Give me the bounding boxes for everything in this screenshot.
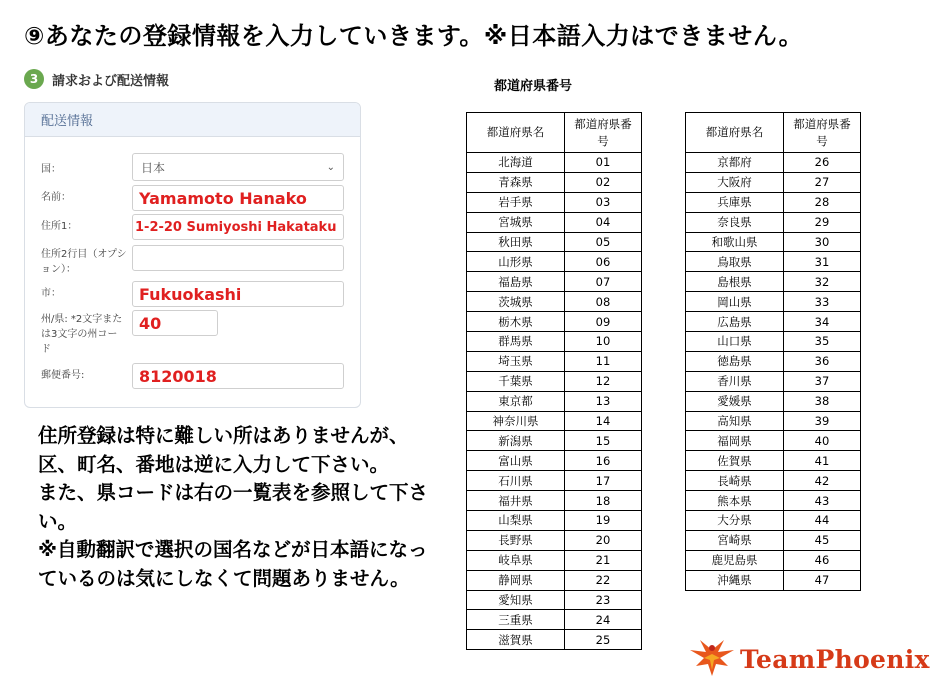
table-row bbox=[467, 411, 642, 431]
table-row bbox=[686, 491, 861, 511]
prefecture-number-cell: 12 bbox=[565, 371, 642, 391]
zip-input[interactable]: 8120018 bbox=[132, 363, 344, 389]
prefecture-name-cell: 神奈川県 bbox=[467, 411, 565, 431]
note-paragraph: また、県コードは右の一覧表を参照して下さい。 bbox=[38, 481, 429, 533]
state-label: 州/県: *2文字または3文字の州コード bbox=[41, 314, 123, 355]
table-row bbox=[686, 570, 861, 590]
prefecture-number-cell: 47 bbox=[784, 570, 861, 590]
table-row bbox=[686, 272, 861, 292]
table-row bbox=[467, 371, 642, 391]
table-header-row bbox=[467, 113, 642, 153]
table-row bbox=[467, 232, 642, 252]
prefecture-number-cell: 33 bbox=[784, 292, 861, 312]
prefecture-number-cell: 29 bbox=[784, 212, 861, 232]
prefecture-number-cell: 04 bbox=[565, 212, 642, 232]
prefecture-name-cell: 京都府 bbox=[686, 153, 784, 173]
table-row bbox=[467, 570, 642, 590]
prefecture-number-cell: 02 bbox=[565, 172, 642, 192]
prefecture-number-cell: 39 bbox=[784, 411, 861, 431]
zip-label: 郵便番号: bbox=[41, 370, 85, 381]
prefecture-number-cell: 06 bbox=[565, 252, 642, 272]
prefecture-number-cell: 03 bbox=[565, 192, 642, 212]
prefecture-number-cell: 16 bbox=[565, 451, 642, 471]
country-select-value: 日本 bbox=[141, 160, 166, 175]
table-row bbox=[686, 252, 861, 272]
table-header-row bbox=[686, 113, 861, 153]
table-row bbox=[467, 332, 642, 352]
prefecture-name-cell: 長崎県 bbox=[686, 471, 784, 491]
prefecture-table-title: 都道府県番号 bbox=[494, 79, 573, 94]
prefecture-name-cell: 奈良県 bbox=[686, 212, 784, 232]
table-row bbox=[467, 172, 642, 192]
prefecture-number-cell: 37 bbox=[784, 371, 861, 391]
table-row bbox=[467, 351, 642, 371]
table-row bbox=[686, 550, 861, 570]
prefecture-number-cell: 26 bbox=[784, 153, 861, 173]
table-row bbox=[686, 232, 861, 252]
prefecture-name-cell: 島根県 bbox=[686, 272, 784, 292]
name-label: 名前： bbox=[41, 192, 71, 203]
table-row bbox=[467, 272, 642, 292]
prefecture-name-cell: 岡山県 bbox=[686, 292, 784, 312]
prefecture-number-cell: 13 bbox=[565, 391, 642, 411]
prefecture-name-cell: 高知県 bbox=[686, 411, 784, 431]
country-select[interactable] bbox=[132, 153, 344, 181]
prefecture-number-cell: 31 bbox=[784, 252, 861, 272]
prefecture-name-cell: 千葉県 bbox=[467, 371, 565, 391]
prefecture-table-right bbox=[685, 112, 861, 591]
prefecture-number-cell: 38 bbox=[784, 391, 861, 411]
table-row bbox=[467, 431, 642, 451]
table-row bbox=[467, 292, 642, 312]
prefecture-number-cell: 20 bbox=[565, 530, 642, 550]
table-row bbox=[686, 411, 861, 431]
prefecture-number-cell: 43 bbox=[784, 491, 861, 511]
prefecture-number-cell: 23 bbox=[565, 590, 642, 610]
table-row bbox=[467, 590, 642, 610]
table-row bbox=[686, 292, 861, 312]
address2-label: 住所2行目（オプション）： bbox=[41, 249, 127, 275]
table-row bbox=[686, 530, 861, 550]
table-row bbox=[467, 530, 642, 550]
prefecture-number-cell: 45 bbox=[784, 530, 861, 550]
prefecture-name-cell: 香川県 bbox=[686, 371, 784, 391]
prefecture-name-cell: 東京都 bbox=[467, 391, 565, 411]
prefecture-name-cell: 和歌山県 bbox=[686, 232, 784, 252]
prefecture-number-cell: 24 bbox=[565, 610, 642, 630]
table-row bbox=[686, 351, 861, 371]
table-row bbox=[467, 391, 642, 411]
prefecture-number-cell: 05 bbox=[565, 232, 642, 252]
note-paragraph: 住所登録は特に難しい所はありませんが、区、町名、番地は逆に入力して下さい。 bbox=[38, 424, 409, 476]
prefecture-name-cell: 山口県 bbox=[686, 332, 784, 352]
prefecture-name-cell: 石川県 bbox=[467, 471, 565, 491]
prefecture-name-cell: 徳島県 bbox=[686, 351, 784, 371]
shipping-info-panel bbox=[24, 102, 361, 408]
table-row bbox=[467, 153, 642, 173]
prefecture-name-cell: 滋賀県 bbox=[467, 630, 565, 650]
prefecture-number-cell: 32 bbox=[784, 272, 861, 292]
prefecture-number-cell: 30 bbox=[784, 232, 861, 252]
prefecture-name-cell: 愛媛県 bbox=[686, 391, 784, 411]
prefecture-name-cell: 広島県 bbox=[686, 312, 784, 332]
prefecture-name-cell: 岐阜県 bbox=[467, 550, 565, 570]
prefecture-number-cell: 11 bbox=[565, 351, 642, 371]
prefecture-name-cell: 栃木県 bbox=[467, 312, 565, 332]
prefecture-number-cell: 28 bbox=[784, 192, 861, 212]
country-label: 国： bbox=[41, 164, 61, 175]
prefecture-name-cell: 静岡県 bbox=[467, 570, 565, 590]
table-row bbox=[686, 391, 861, 411]
prefecture-name-cell: 愛知県 bbox=[467, 590, 565, 610]
table-row bbox=[467, 550, 642, 570]
table-row bbox=[467, 491, 642, 511]
table-row bbox=[467, 192, 642, 212]
table-row bbox=[686, 431, 861, 451]
table-row bbox=[467, 451, 642, 471]
prefecture-number-cell: 35 bbox=[784, 332, 861, 352]
prefecture-number-cell: 34 bbox=[784, 312, 861, 332]
table-row bbox=[467, 252, 642, 272]
table-row bbox=[467, 212, 642, 232]
prefecture-name-cell: 大阪府 bbox=[686, 172, 784, 192]
address1-input[interactable]: 1-2-20 Sumiyoshi Hakataku bbox=[132, 214, 344, 240]
phoenix-icon bbox=[688, 636, 736, 678]
prefecture-name-cell: 熊本県 bbox=[686, 491, 784, 511]
prefecture-name-cell: 宮城県 bbox=[467, 212, 565, 232]
city-label: 市： bbox=[41, 288, 61, 299]
prefecture-name-cell: 山梨県 bbox=[467, 511, 565, 531]
prefecture-name-cell: 兵庫県 bbox=[686, 192, 784, 212]
note-paragraph: ※自動翻訳で選択の国名などが日本語になっているのは気にしなくて問題ありません。 bbox=[38, 538, 428, 590]
column-header-number bbox=[784, 113, 861, 153]
prefecture-name-cell: 新潟県 bbox=[467, 431, 565, 451]
prefecture-name-cell: 埼玉県 bbox=[467, 351, 565, 371]
prefecture-name-cell: 北海道 bbox=[467, 153, 565, 173]
prefecture-name-cell: 青森県 bbox=[467, 172, 565, 192]
table-row bbox=[467, 610, 642, 630]
prefecture-number-cell: 17 bbox=[565, 471, 642, 491]
prefecture-name-cell: 鳥取県 bbox=[686, 252, 784, 272]
instruction-note bbox=[38, 422, 433, 593]
prefecture-name-cell: 秋田県 bbox=[467, 232, 565, 252]
prefecture-number-cell: 41 bbox=[784, 451, 861, 471]
prefecture-name-cell: 山形県 bbox=[467, 252, 565, 272]
prefecture-name-cell: 富山県 bbox=[467, 451, 565, 471]
prefecture-name-cell: 岩手県 bbox=[467, 192, 565, 212]
logo-text: TeamPhoenix bbox=[740, 644, 930, 674]
team-phoenix-logo bbox=[688, 636, 930, 678]
page-title: ⑨あなたの登録情報を入力していきます。※日本語入力はできません。 bbox=[24, 22, 804, 50]
table-row bbox=[686, 192, 861, 212]
prefecture-name-cell: 三重県 bbox=[467, 610, 565, 630]
table-row bbox=[686, 172, 861, 192]
prefecture-table-left bbox=[466, 112, 642, 650]
prefecture-name-cell: 長野県 bbox=[467, 530, 565, 550]
prefecture-name-cell: 福井県 bbox=[467, 491, 565, 511]
column-header-prefecture: 都道府県名 bbox=[686, 113, 784, 153]
prefecture-number-cell: 36 bbox=[784, 351, 861, 371]
name-input[interactable]: Yamamoto Hanako bbox=[132, 185, 344, 211]
prefecture-number-cell: 44 bbox=[784, 511, 861, 531]
prefecture-name-cell: 福島県 bbox=[467, 272, 565, 292]
table-row bbox=[467, 471, 642, 491]
table-row bbox=[686, 451, 861, 471]
address1-label: 住所1： bbox=[41, 221, 78, 232]
prefecture-number-cell: 42 bbox=[784, 471, 861, 491]
table-row bbox=[686, 511, 861, 531]
state-input[interactable]: 40 bbox=[132, 310, 218, 336]
prefecture-name-cell: 宮崎県 bbox=[686, 530, 784, 550]
prefecture-name-cell: 鹿児島県 bbox=[686, 550, 784, 570]
prefecture-number-cell: 14 bbox=[565, 411, 642, 431]
address2-input[interactable] bbox=[132, 245, 344, 271]
table-row bbox=[686, 312, 861, 332]
prefecture-number-cell: 07 bbox=[565, 272, 642, 292]
step-number-badge: 3 bbox=[24, 69, 44, 89]
panel-heading: 配送情報 bbox=[25, 103, 360, 137]
prefecture-name-cell: 沖縄県 bbox=[686, 570, 784, 590]
prefecture-number-cell: 21 bbox=[565, 550, 642, 570]
table-row bbox=[686, 212, 861, 232]
prefecture-number-cell: 18 bbox=[565, 491, 642, 511]
table-row bbox=[686, 371, 861, 391]
prefecture-name-cell: 大分県 bbox=[686, 511, 784, 531]
table-row bbox=[467, 630, 642, 650]
prefecture-number-cell: 46 bbox=[784, 550, 861, 570]
prefecture-name-cell: 茨城県 bbox=[467, 292, 565, 312]
prefecture-name-cell: 群馬県 bbox=[467, 332, 565, 352]
prefecture-number-cell: 19 bbox=[565, 511, 642, 531]
prefecture-number-cell: 10 bbox=[565, 332, 642, 352]
table-row bbox=[467, 312, 642, 332]
prefecture-number-cell: 01 bbox=[565, 153, 642, 173]
prefecture-name-cell: 佐賀県 bbox=[686, 451, 784, 471]
column-header-prefecture: 都道府県名 bbox=[467, 113, 565, 153]
prefecture-number-cell: 40 bbox=[784, 431, 861, 451]
prefecture-number-cell: 22 bbox=[565, 570, 642, 590]
table-row bbox=[686, 332, 861, 352]
prefecture-name-cell: 福岡県 bbox=[686, 431, 784, 451]
prefecture-number-cell: 08 bbox=[565, 292, 642, 312]
step-header bbox=[24, 69, 169, 89]
prefecture-number-cell: 25 bbox=[565, 630, 642, 650]
chevron-down-icon: ⌄ bbox=[326, 161, 335, 173]
step-label: 請求および配送情報 bbox=[52, 73, 170, 89]
prefecture-number-cell: 09 bbox=[565, 312, 642, 332]
column-header-number-text: 都道府県番号 bbox=[574, 116, 632, 148]
prefecture-number-cell: 15 bbox=[565, 431, 642, 451]
city-input[interactable]: Fukuokashi bbox=[132, 281, 344, 307]
table-row bbox=[686, 471, 861, 491]
column-header-number bbox=[565, 113, 642, 153]
table-row bbox=[686, 153, 861, 173]
table-row bbox=[467, 511, 642, 531]
column-header-number-text: 都道府県番号 bbox=[793, 116, 851, 148]
prefecture-number-cell: 27 bbox=[784, 172, 861, 192]
